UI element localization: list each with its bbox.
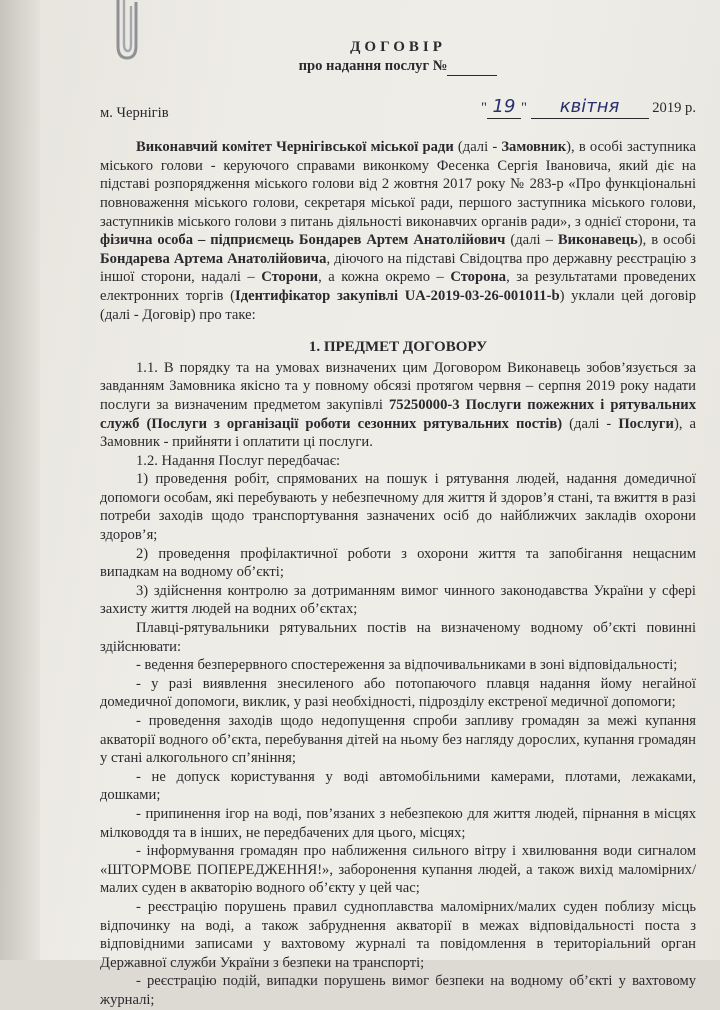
- contract-text: [100, 38, 696, 1010]
- number-blank: [447, 57, 497, 77]
- date-year: 2019 р.: [652, 100, 696, 117]
- page-shadow: [0, 0, 40, 960]
- duties-intro: Плавці-рятувальники рятувальних постів на визначеному водному об’єкті повинні здійснювати:: [100, 620, 696, 655]
- city: м. Чернігів: [100, 105, 169, 122]
- preamble-paragraph: Виконавчий комітет Чернігівської міської ради (далі - Замовник), в особі заступника міського голови - керуючого справами виконкому Фесенка Сергія Івановича, який діє на підставі розпорядження міського голови від 2 жовтня 2017 року № 283-р «Про функціональні повноваження міського голови, секретаря міської ради, першого заступника міського голови, заступників міського голови з питань діяльності виконавчих органів ради», з однієї сторони, та фізична особа – підприємець Бондарев Артем Анатолійович (далі – Виконавець), в особі Бондарева Артема Анатолійовича, діючого на підставі Свідоцтва про державну реєстрацію з іншої сторони, надалі – Сторони, а кожна окремо – Сторона, за результатами проведених електронних торгів (Ідентифікатор закупівлі UA-2019-03-26-001011-b) уклали цей договір (далі - Договір) про таке:: [100, 139, 696, 323]
- date-day: 19: [492, 96, 516, 118]
- service-item-1: 1) проведення робіт, спрямованих на пошук і рятування людей, надання домедичної допомоги особам, які перебувають у небезпечному для життя й здоров’я стані, та вжиття в разі потреби заходів щодо транспортування зазначених осіб до найближчих закладів охорони здоров’я;: [100, 471, 696, 544]
- duty-item: - інформування громадян про наближення сильного вітру і хвилювання води сигналом «ШТОРМОВЕ ПОПЕРЕДЖЕННЯ!», заборонення купання людей, а також вихід маломірних/малих суден в акваторію водного об’єкту у цей час;: [100, 843, 696, 897]
- duty-item: - проведення заходів щодо недопущення спроби запливу громадян за межі купання акваторії водного об’єкта, перебування дітей на ньому без нагляду дорослих, купання громадян у стані алкогольного сп’яніння;: [100, 713, 696, 767]
- duty-item: - реєстрацію порушень правил судноплавства маломірних/малих суден поблизу місць відпочинку на воді, а також забруднення акваторії в межах відповідальності поста з відповідними записами у вахтовому журналі та повідомлення в територіальний орган Державної служби України з безпеки на транспорті;: [100, 898, 696, 971]
- service-item-2: 2) проведення профілактичної роботи з охорони життя та запобігання нещасним випадкам на водному об’єкті;: [100, 545, 696, 581]
- clause-1-2: 1.2. Надання Послуг передбачає:: [136, 452, 341, 469]
- duty-item: - ведення безперервного спостереження за відпочивальниками в зоні відповідальності;: [136, 657, 678, 674]
- place-date-row: [100, 98, 696, 128]
- document-title: ДОГОВІР: [350, 39, 446, 55]
- duty-item: - припинення ігор на воді, пов’язаних з небезпекою для життя людей, пірнання в місцях мілководдя та в інших, не передбачених для цього, місцях;: [100, 805, 696, 841]
- section-title: 1. ПРЕДМЕТ ДОГОВОРУ: [308, 339, 488, 356]
- duty-item: - реєстрацію подій, випадки порушень вимог безпеки на водному об’єкті у вахтовому журналі;: [100, 973, 696, 1008]
- duty-item: - не допуск користування у воді автомобільними камерами, плотами, лежаками, дошками;: [100, 768, 696, 804]
- service-item-3: 3) здійснення контролю за дотриманням вимог чинного законодавства України у сфері захисту життя людей на водних об’єктах;: [100, 582, 696, 618]
- date-month: квітня: [559, 96, 620, 118]
- contract-date: " 19 " квітня 2019 р.: [480, 96, 696, 118]
- duty-item: - у разі виявлення знесиленого або потопаючого плавця надання йому негайної домедичної допомоги, виклик, у разі необхідності, підрозділу екстреної медичної допомоги;: [100, 675, 696, 711]
- document-subtitle: про надання послуг №: [100, 57, 696, 77]
- clause-1-1: 1.1. В порядку та на умовах визначених цим Договором Виконавець зобов’язується за завданням Замовника якісно та у повному обсязі протягом червня – серпня 2019 року надати послуги за визначеним предметом закупівлі 75250000-3 Послуги пожежних і рятувальних служб (Послуги з організації роботи сезонних рятувальних постів) (далі - Послуги), а Замовник - прийняти і оплатити ці послуги.: [100, 359, 696, 451]
